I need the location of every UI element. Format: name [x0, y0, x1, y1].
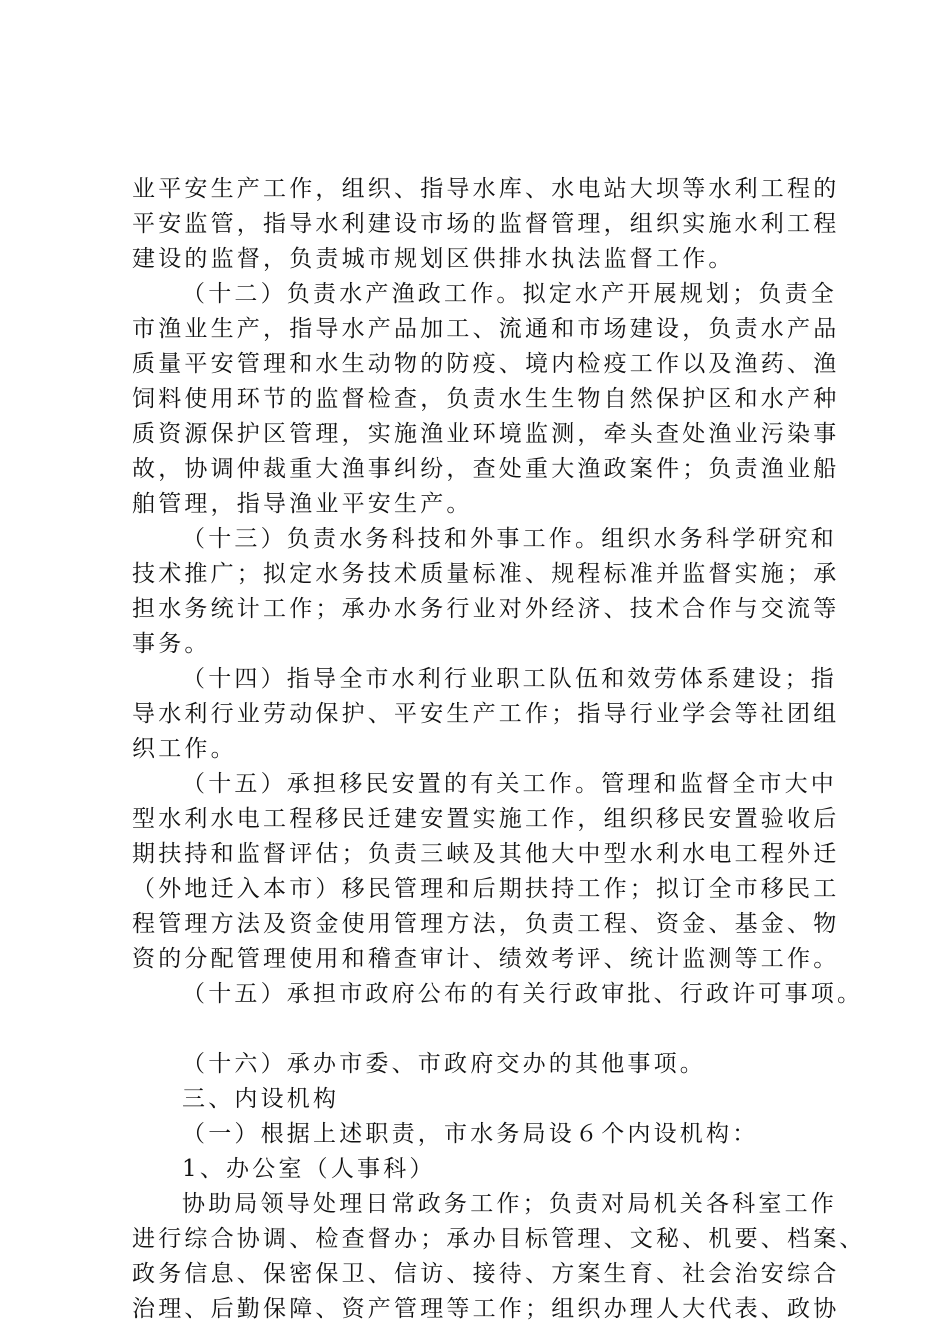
text-line: 期扶持和监督评估；负责三峡及其他大中型水利水电工程外迁: [132, 841, 840, 867]
text-line: 技术推广；拟定水务技术质量标准、规程标准并监督实施；承: [132, 561, 840, 587]
text-line: （十五）承担移民安置的有关工作。管理和监督全市大中: [182, 771, 837, 797]
text-line: 市渔业生产，指导水产品加工、流通和市场建设，负责水产品: [132, 316, 840, 342]
text-line: 治理、后勤保障、资产管理等工作；组织办理人大代表、政协: [132, 1296, 840, 1322]
text-line: （十六）承办市委、市政府交办的其他事项。: [182, 1051, 706, 1077]
text-line: （十四）指导全市水利行业职工队伍和效劳体系建设；指: [182, 666, 837, 692]
text-line: 故，协调仲裁重大渔事纠纷，查处重大渔政案件；负责渔业船: [132, 456, 840, 482]
text-line: （一）根据上述职责，市水务局设６个内设机构：: [182, 1121, 759, 1147]
text-line: 质量平安管理和水生动物的防疫、境内检疫工作以及渔药、渔: [132, 351, 840, 377]
text-line: 质资源保护区管理，实施渔业环境监测，牵头查处渔业污染事: [132, 421, 840, 447]
text-line: 型水利水电工程移民迁建安置实施工作，组织移民安置验收后: [132, 806, 840, 832]
text-line: 政务信息、保密保卫、信访、接待、方案生育、社会治安综合: [132, 1261, 840, 1287]
text-line: 业平安生产工作，组织、指导水库、水电站大坝等水利工程的: [132, 176, 840, 202]
text-line: 平安监管，指导水利建设市场的监督管理，组织实施水利工程: [132, 211, 840, 237]
text-line: （外地迁入本市）移民管理和后期扶持工作；拟订全市移民工: [132, 876, 840, 902]
text-line: （十二）负责水产渔政工作。拟定水产开展规划；负责全: [182, 281, 837, 307]
text-line: 事务。: [132, 631, 211, 657]
text-line: （十五）承担市政府公布的有关行政审批、行政许可事项。: [182, 981, 864, 1007]
text-line: 资的分配管理使用和稽查审计、绩效考评、统计监测等工作。: [132, 946, 840, 972]
text-line: 进行综合协调、检查督办；承办目标管理、文秘、机要、档案、: [132, 1226, 866, 1252]
text-line: 舶管理，指导渔业平安生产。: [132, 491, 473, 517]
subsection-heading: 1、办公室（人事科）: [182, 1156, 436, 1182]
text-line: 饲料使用环节的监督检查，负责水生生物自然保护区和水产种: [132, 386, 840, 412]
text-line: 程管理方法及资金使用管理方法，负责工程、资金、基金、物: [132, 911, 840, 937]
section-heading: 三、内设机构: [182, 1086, 340, 1112]
text-line: 织工作。: [132, 736, 237, 762]
text-line: 协助局领导处理日常政务工作；负责对局机关各科室工作: [182, 1191, 837, 1217]
text-line: 建设的监督，负责城市规划区供排水执法监督工作。: [132, 246, 735, 272]
text-line: 担水务统计工作；承办水务行业对外经济、技术合作与交流等: [132, 596, 840, 622]
text-line: 导水利行业劳动保护、平安生产工作；指导行业学会等社团组: [132, 701, 840, 727]
text-line: （十三）负责水务科技和外事工作。组织水务科学研究和: [182, 526, 837, 552]
